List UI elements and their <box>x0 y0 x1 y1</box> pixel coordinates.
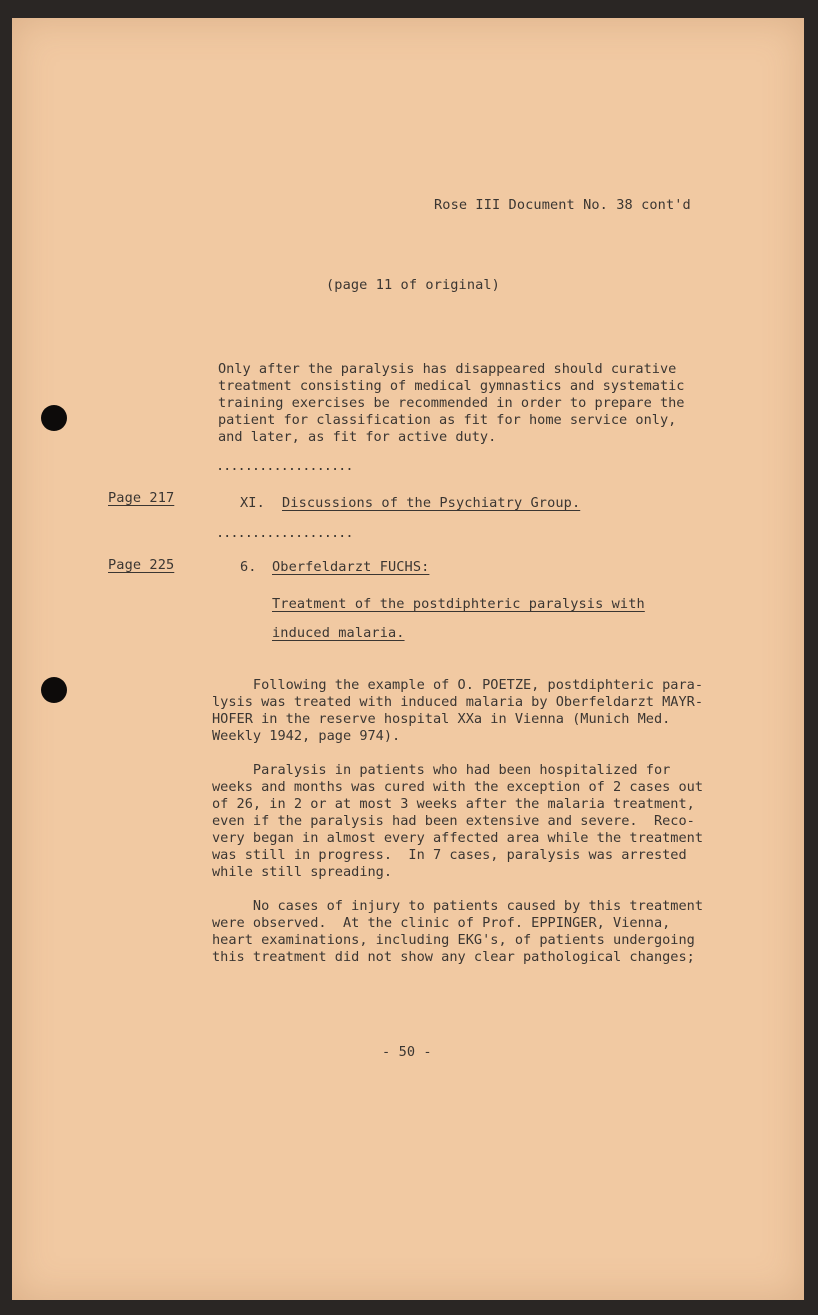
text-line: weeks and months was cured with the exception of 2 cases out <box>212 779 704 795</box>
text-line: patient for classification as fit for home service only, <box>218 412 677 428</box>
paragraph-cure-results <box>212 762 703 881</box>
text-line: Following the example of O. POETZE, postdiphteric para- <box>212 677 704 693</box>
text-line: No cases of injury to patients caused by this treatment <box>212 898 704 914</box>
text-line: Weekly 1942, page 974). <box>212 728 401 744</box>
text-line: even if the paralysis had been extensive and severe. Reco- <box>212 813 695 829</box>
page-reference-225: Page 225 <box>108 557 175 573</box>
text-line: while still spreading. <box>212 864 393 880</box>
item-number-6: 6. <box>240 559 257 575</box>
text-line: heart examinations, including EKG's, of patients undergoing <box>212 932 695 948</box>
document-reference: Rose III Document No. 38 cont'd <box>434 197 691 213</box>
treatment-title-line-1: Treatment of the postdiphteric paralysis with <box>272 596 645 612</box>
document-page <box>12 18 804 1300</box>
omission-separator: ................... <box>216 525 353 541</box>
text-line: treatment consisting of medical gymnastics and systematic <box>218 378 685 394</box>
original-page-note: (page 11 of original) <box>326 277 500 293</box>
section-title-psychiatry: Discussions of the Psychiatry Group. <box>282 495 581 511</box>
text-line: HOFER in the reserve hospital XXa in Vienna (Munich Med. <box>212 711 671 727</box>
text-line: of 26, in 2 or at most 3 weeks after the malaria treatment, <box>212 796 695 812</box>
omission-separator: ................... <box>216 458 353 474</box>
author-fuchs: Oberfeldarzt FUCHS: <box>272 559 430 575</box>
treatment-title-line-2: induced malaria. <box>272 625 405 641</box>
punch-hole-bottom <box>41 677 67 703</box>
paragraph-no-injury <box>212 898 703 966</box>
text-line: was still in progress. In 7 cases, paralysis was arrested <box>212 847 687 863</box>
text-line: Paralysis in patients who had been hospitalized for <box>212 762 671 778</box>
punch-hole-top <box>41 405 67 431</box>
text-line: were observed. At the clinic of Prof. EPPINGER, Vienna, <box>212 915 671 931</box>
page-reference-217: Page 217 <box>108 490 175 506</box>
text-line: Only after the paralysis has disappeared should curative <box>218 361 677 377</box>
paragraph-poetze-example <box>212 677 703 745</box>
text-line: lysis was treated with induced malaria by Oberfeldarzt MAYR- <box>212 694 704 710</box>
text-line: and later, as fit for active duty. <box>218 429 497 445</box>
text-line: training exercises be recommended in order to prepare the <box>218 395 685 411</box>
paragraph-paralysis-disappeared <box>218 361 685 446</box>
text-line: this treatment did not show any clear pathological changes; <box>212 949 695 965</box>
text-line: very began in almost every affected area while the treatment <box>212 830 704 846</box>
section-number-xi: XI. <box>240 495 265 511</box>
page-number: - 50 - <box>382 1044 432 1060</box>
